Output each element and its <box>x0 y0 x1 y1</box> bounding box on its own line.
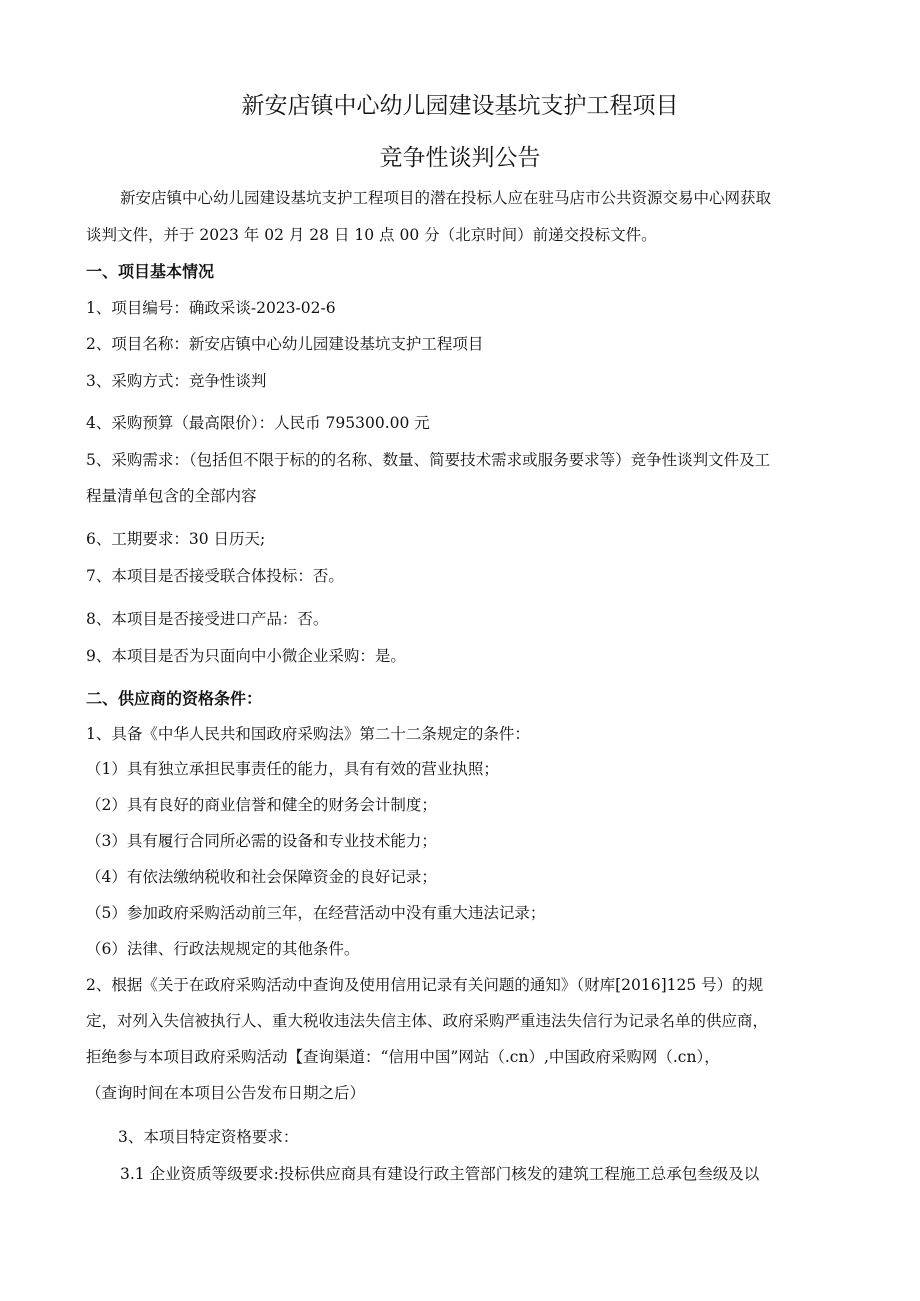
section-heading-qualifications: 二、供应商的资格条件： <box>86 689 263 708</box>
qualification-subitem: （3）具有履行合同所必需的设备和专业技术能力； <box>86 832 437 850</box>
qualification-subitem: （5）参加政府采购活动前三年，在经营活动中没有重大违法记录； <box>86 904 546 922</box>
document-title: 新安店镇中心幼儿园建设基坑支护工程项目 <box>241 93 679 119</box>
intro-line-2: 谈判文件，并于 2023 年 02 月 28 日 10 点 00 分（北京时间）前递交投标文件。 <box>86 226 657 244</box>
qualification-subitem: （1）具有独立承担民事责任的能力，具有有效的营业执照； <box>86 760 499 778</box>
intro-line-1: 新安店镇中心幼儿园建设基坑支护工程项目的潜在投标人应在驻马店市公共资源交易中心网获取 <box>120 189 772 207</box>
basic-info-item: 9、本项目是否为只面向中小微企业采购：是。 <box>86 647 406 665</box>
qualification-item: 3、本项目特定资格要求： <box>118 1128 299 1146</box>
section-heading-basic-info: 一、项目基本情况 <box>86 262 215 281</box>
qualification-subitem: 3.1 企业资质等级要求:投标供应商具有建设行政主管部门核发的建筑工程施工总承包叁级及以 <box>120 1165 760 1183</box>
basic-info-item: 7、本项目是否接受联合体投标：否。 <box>86 567 344 585</box>
qualification-item-continued: 拒绝参与本项目政府采购活动【查询渠道：“信用中国”网站（.cn）,中国政府采购网（.cn）， <box>86 1048 720 1066</box>
basic-info-item: 8、本项目是否接受进口产品：否。 <box>86 610 329 628</box>
basic-info-item: 2、项目名称：新安店镇中心幼儿园建设基坑支护工程项目 <box>86 335 484 353</box>
qualification-item-continued: 定，对列入失信被执行人、重大税收违法失信主体、政府采购严重违法失信行为记录名单的供应商， <box>86 1012 769 1030</box>
qualification-item: 2、根据《关于在政府采购活动中查询及使用信用记录有关问题的通知》（财库[2016]125 号）的规 <box>86 976 764 994</box>
qualification-subitem: （6）法律、行政法规规定的其他条件。 <box>86 940 360 958</box>
basic-info-item: 1、项目编号：确政采谈-2023-02-6 <box>86 299 336 317</box>
basic-info-item: 5、采购需求：（包括但不限于标的的名称、数量、简要技术需求或服务要求等）竞争性谈判文件及工 <box>86 451 771 469</box>
qualification-subitem: （4）有依法缴纳税收和社会保障资金的良好记录； <box>86 868 437 886</box>
document-subtitle: 竞争性谈判公告 <box>379 145 541 171</box>
basic-info-item-continued: 程量清单包含的全部内容 <box>86 487 257 505</box>
basic-info-item: 6、工期要求：30 日历天; <box>86 530 266 548</box>
basic-info-item: 4、采购预算（最高限价）：人民币 795300.00 元 <box>86 414 430 432</box>
qualification-item: 1、具备《中华人民共和国政府采购法》第二十二条规定的条件： <box>86 725 530 743</box>
basic-info-item: 3、采购方式：竞争性谈判 <box>86 372 267 390</box>
qualification-item-continued: （查询时间在本项目公告发布日期之后） <box>86 1084 366 1102</box>
qualification-subitem: （2）具有良好的商业信誉和健全的财务会计制度； <box>86 796 437 814</box>
